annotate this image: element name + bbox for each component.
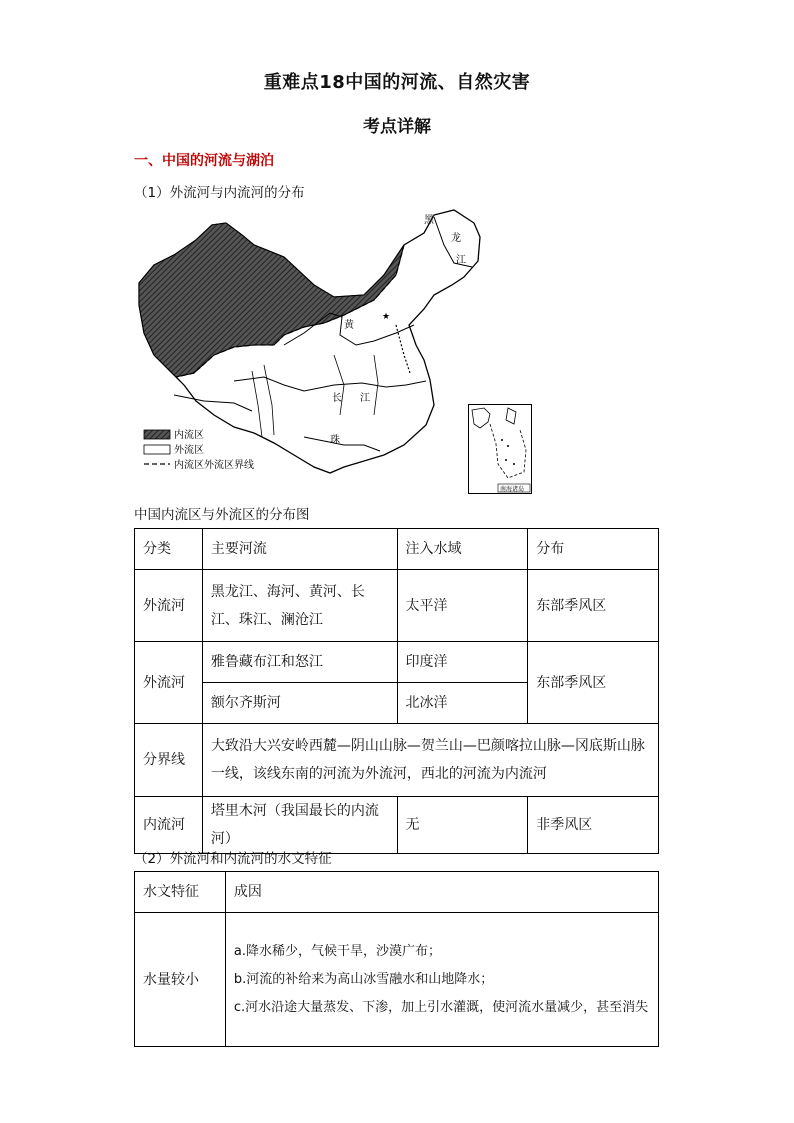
label-huang: 黄 xyxy=(344,320,354,331)
header-cell: 成因 xyxy=(225,872,658,913)
cause-line: b.河流的补给来为高山冰雪融水和山地降水； xyxy=(233,971,494,987)
south-china-sea-inset xyxy=(468,404,532,494)
table-cell: 内流河 xyxy=(135,797,203,854)
map-caption: 中国内流区与外流区的分布图 xyxy=(134,507,310,523)
table-row xyxy=(135,570,659,642)
cause-line: c.河水沿途大量蒸发、下渗，加上引水灌溉，使河流水量减少，甚至消失 xyxy=(233,999,649,1015)
label-zhu: 珠 xyxy=(330,435,340,446)
beijing-star: ★ xyxy=(382,312,391,322)
inset-island xyxy=(507,445,509,447)
table-cell-causes xyxy=(225,913,658,1047)
table-cell: 无 xyxy=(397,797,528,854)
inset-island xyxy=(505,459,507,461)
label-long: 龙 xyxy=(451,233,461,244)
inset-label: 南海诸岛 xyxy=(500,486,525,493)
cause-line: a.降水稀少，气候干旱，沙漠广布； xyxy=(233,943,441,959)
table-row xyxy=(135,872,659,913)
section-heading: 一、中国的河流与湖泊 xyxy=(134,153,274,169)
page-title: 重难点18中国的河流、自然灾害 xyxy=(263,72,531,93)
legend-interior-swatch xyxy=(144,430,170,439)
label-jiang: 江 xyxy=(456,255,466,266)
table-cell: 塔里木河（我国最长的内流河） xyxy=(202,797,397,854)
table-cell: 太平洋 xyxy=(397,570,528,642)
inset-island xyxy=(501,439,503,441)
table-cell: 外流河 xyxy=(135,570,203,642)
header-cell: 注入水域 xyxy=(397,529,528,570)
table-cell: 分界线 xyxy=(135,724,203,797)
table-cell: 雅鲁藏布江和怒江 xyxy=(202,642,397,683)
table-cell: 东部季风区 xyxy=(528,642,659,724)
legend-interior-label: 内流区 xyxy=(174,430,204,441)
label-chang: 长 xyxy=(332,393,342,404)
header-cell: 主要河流 xyxy=(202,529,397,570)
table-cell: 额尔齐斯河 xyxy=(202,683,397,724)
table-row xyxy=(135,529,659,570)
legend-exterior-swatch xyxy=(144,445,170,454)
river-classification-table xyxy=(134,528,659,854)
table-row xyxy=(135,797,659,854)
table-cell: 东部季风区 xyxy=(528,570,659,642)
subsection-heading-2: （2）外流河和内流河的水文特征 xyxy=(134,851,332,867)
label-hei: 黑 xyxy=(424,215,434,226)
inset-island xyxy=(513,463,515,465)
header-cell: 分类 xyxy=(135,529,203,570)
table-cell: 非季风区 xyxy=(528,797,659,854)
label-changjiang: 江 xyxy=(360,393,370,404)
table-cell: 北冰洋 xyxy=(397,683,528,724)
subsection-heading-1: （1）外流河与内流河的分布 xyxy=(134,185,305,201)
header-cell: 分布 xyxy=(528,529,659,570)
page-subtitle: 考点详解 xyxy=(363,117,431,137)
table-cell: 印度洋 xyxy=(397,642,528,683)
table-cell: 水量较小 xyxy=(135,913,226,1047)
table-row xyxy=(135,642,659,683)
table-cell: 黑龙江、海河、黄河、长江、珠江、澜沧江 xyxy=(202,570,397,642)
table-row xyxy=(135,913,659,1047)
table-cell: 外流河 xyxy=(135,642,203,724)
hydrology-table xyxy=(134,871,659,1047)
table-row xyxy=(135,724,659,797)
table-cell: 大致沿大兴安岭西麓—阴山山脉—贺兰山—巴颜喀拉山脉—冈底斯山脉一线，该线东南的河流为外流河，西北的河流为内流河 xyxy=(202,724,658,797)
legend-exterior-label: 外流区 xyxy=(174,445,204,456)
header-cell: 水文特征 xyxy=(135,872,226,913)
legend-boundary-label: 内流区外流区界线 xyxy=(174,460,254,471)
